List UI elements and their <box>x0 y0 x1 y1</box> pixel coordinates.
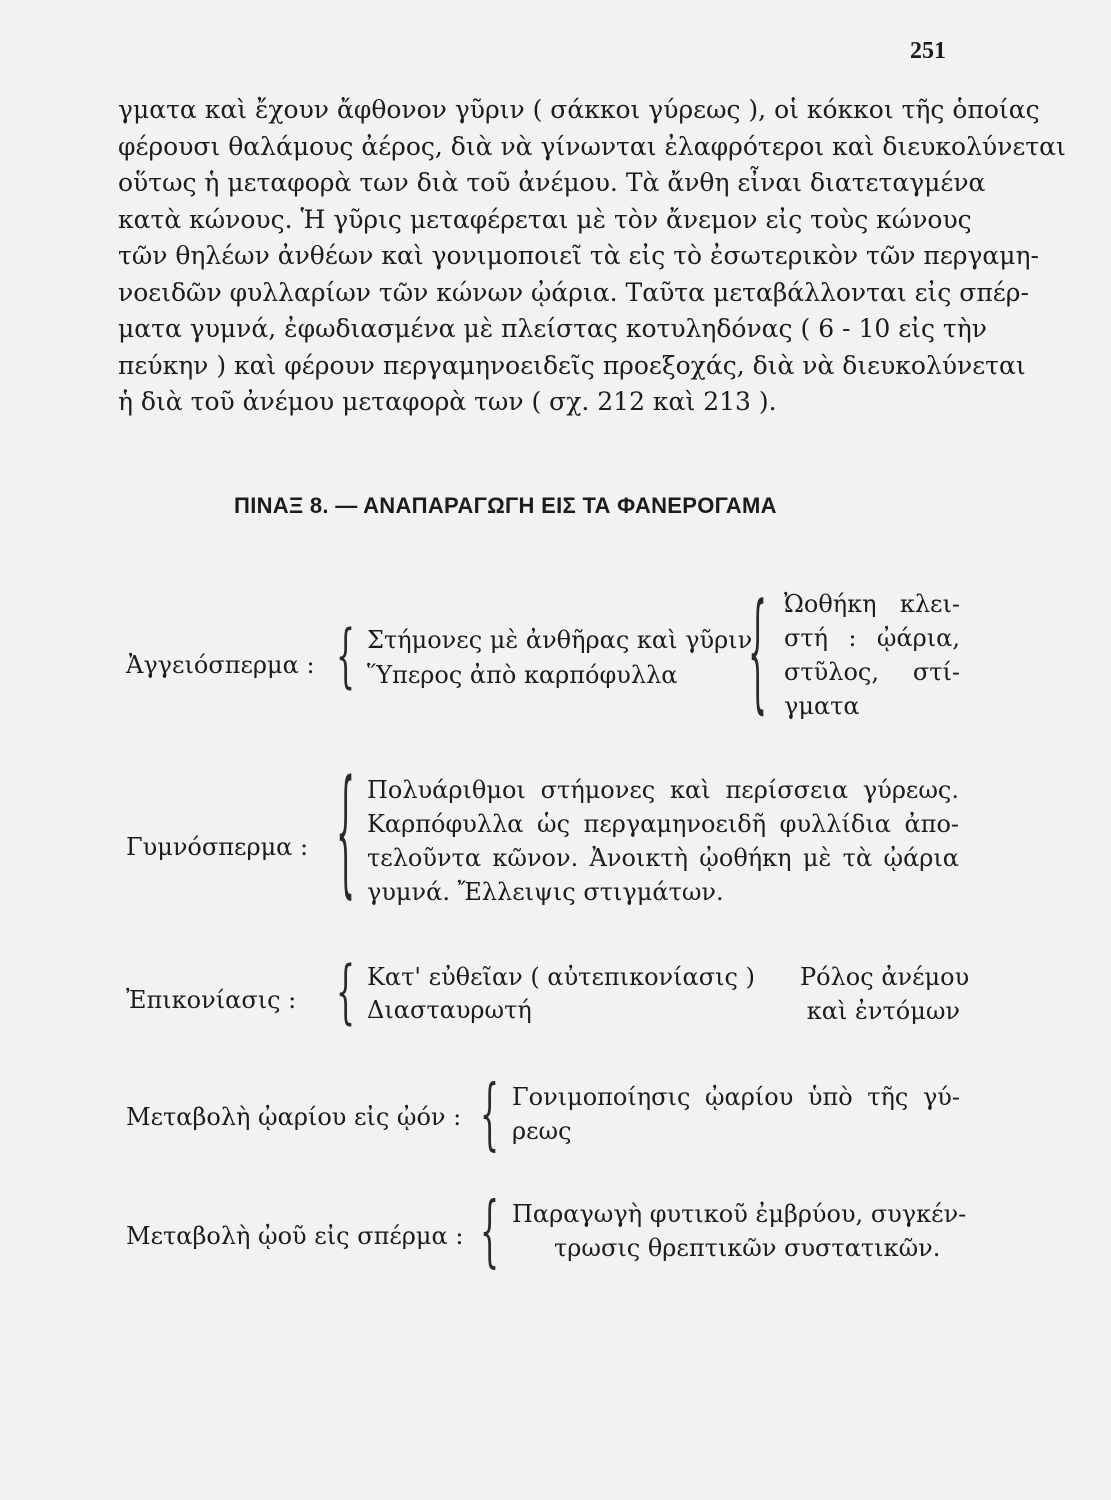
gymnosperm-label: Γυμνόσπερμα : <box>126 833 309 861</box>
paragraph-line: τῶν θηλέων ἀνθέων καὶ γονιμοποιεῖ τὰ εἰς τὸ ἐσωτερικὸν τῶν περγαμη- <box>118 241 1039 270</box>
ovary-description <box>784 590 960 720</box>
pollination-brace: { <box>336 953 356 1034</box>
pollination-label: Ἐπικονίασις : <box>126 986 297 1014</box>
gymnosperm-line: γυμνά. Ἔλλειψις στιγμάτων. <box>367 878 724 906</box>
ovule-to-egg-line: ρεως <box>512 1117 572 1145</box>
paragraph-line: φέρουσι θαλάμους ἀέρος, διὰ νὰ γίνωνται ἐλαφρότεροι καὶ διευκολύνεται <box>118 131 1066 161</box>
ovule-to-egg-brace: { <box>480 1070 500 1162</box>
angiosperm-item: Ὕπερος ἀπὸ καρπόφυλλα <box>367 661 678 689</box>
egg-to-seed-label: Μεταβολὴ ᾠοῦ εἰς σπέρμα : <box>126 1222 464 1250</box>
pollination-item: Κατ' εὐθεῖαν ( αὐτεπικονίασις ) <box>367 963 755 991</box>
ovule-to-egg-label: Μεταβολὴ ᾠαρίου εἰς ᾠόν : <box>126 1103 462 1131</box>
gymnosperm-line: Καρπόφυλλα ὡς περγαμηνοειδῆ φυλλίδια ἀπο- <box>367 810 959 838</box>
egg-to-seed-line: τρωσις θρεπτικῶν συστατικῶν. <box>554 1234 941 1262</box>
body-paragraph <box>118 92 1066 421</box>
paragraph-line: οὕτως ἡ μεταφορὰ των διὰ τοῦ ἀνέμου. Τὰ ἄνθη εἶναι διατεταγμένα <box>118 168 986 197</box>
pollination-note-line: καὶ ἐντόμων <box>806 997 960 1025</box>
ovary-line: στῦλος, στί- <box>784 658 960 686</box>
gymnosperm-description <box>367 776 959 906</box>
pollination-item: Διασταυρωτή <box>367 996 532 1024</box>
table-title: ΠΙΝΑΞ 8. — ΑΝΑΠΑΡΑΓΩΓΗ ΕΙΣ ΤΑ ΦΑΝΕΡΟΓΑΜΑ <box>234 493 777 518</box>
pollination-note <box>800 963 970 1025</box>
angiosperm-label: Ἀγγειόσπερμα : <box>126 651 315 679</box>
ovule-to-egg-description <box>512 1083 960 1145</box>
angiosperm-item: Στήμονες μὲ ἀνθῆρας καὶ γῦριν <box>367 626 753 654</box>
page-number: 251 <box>910 38 946 64</box>
pollination-note-line: Ρόλος ἀνέμου <box>800 963 970 991</box>
egg-to-seed-description <box>512 1200 967 1262</box>
ovary-line: γματα <box>784 692 860 720</box>
ovule-to-egg-line: Γονιμοποίησις ᾠαρίου ὑπὸ τῆς γύ- <box>512 1083 960 1111</box>
ovary-line: Ὠοθήκη κλει- <box>784 590 960 618</box>
paragraph-line: ματα γυμνά, ἐφωδιασμένα μὲ πλείστας κοτυληδόνας ( 6 - 10 εἰς τὴν <box>118 314 987 343</box>
gymnosperm-brace: { <box>336 754 356 916</box>
paragraph-line: γματα καὶ ἔχουν ἄφθονον γῦριν ( σάκκοι γύρεως ), οἱ κόκκοι τῆς ὁποίας <box>118 95 1040 124</box>
paragraph-line: νοειδῶν φυλλαρίων τῶν κώνων ᾠάρια. Ταῦτα μεταβάλλονται εἰς σπέρ- <box>118 277 1029 307</box>
ovary-brace: { <box>748 579 768 730</box>
angiosperm-brace: { <box>336 617 356 698</box>
gymnosperm-line: τελοῦντα κῶνον. Ἀνοικτὴ ᾠοθήκη μὲ τὰ ᾠάρια <box>367 844 959 872</box>
paragraph-line: πεύκην ) καὶ φέρουν περγαμηνοειδεῖς προεξοχάς, διὰ νὰ διευκολύνεται <box>118 350 1026 380</box>
paragraph-line: κατὰ κώνους. Ἡ γῦρις μεταφέρεται μὲ τὸν ἄνεμον εἰς τοὺς κώνους <box>118 204 972 234</box>
ovary-line: στή : ᾠάρια, <box>784 624 960 652</box>
egg-to-seed-brace: { <box>480 1187 500 1279</box>
paragraph-line: ἡ διὰ τοῦ ἀνέμου μεταφορὰ των ( σχ. 212 καὶ 213 ). <box>118 387 777 416</box>
gymnosperm-line: Πολυάριθμοι στήμονες καὶ περίσσεια γύρεως. <box>367 776 959 804</box>
egg-to-seed-line: Παραγωγὴ φυτικοῦ ἐμβρύου, συγκέν- <box>512 1200 967 1228</box>
